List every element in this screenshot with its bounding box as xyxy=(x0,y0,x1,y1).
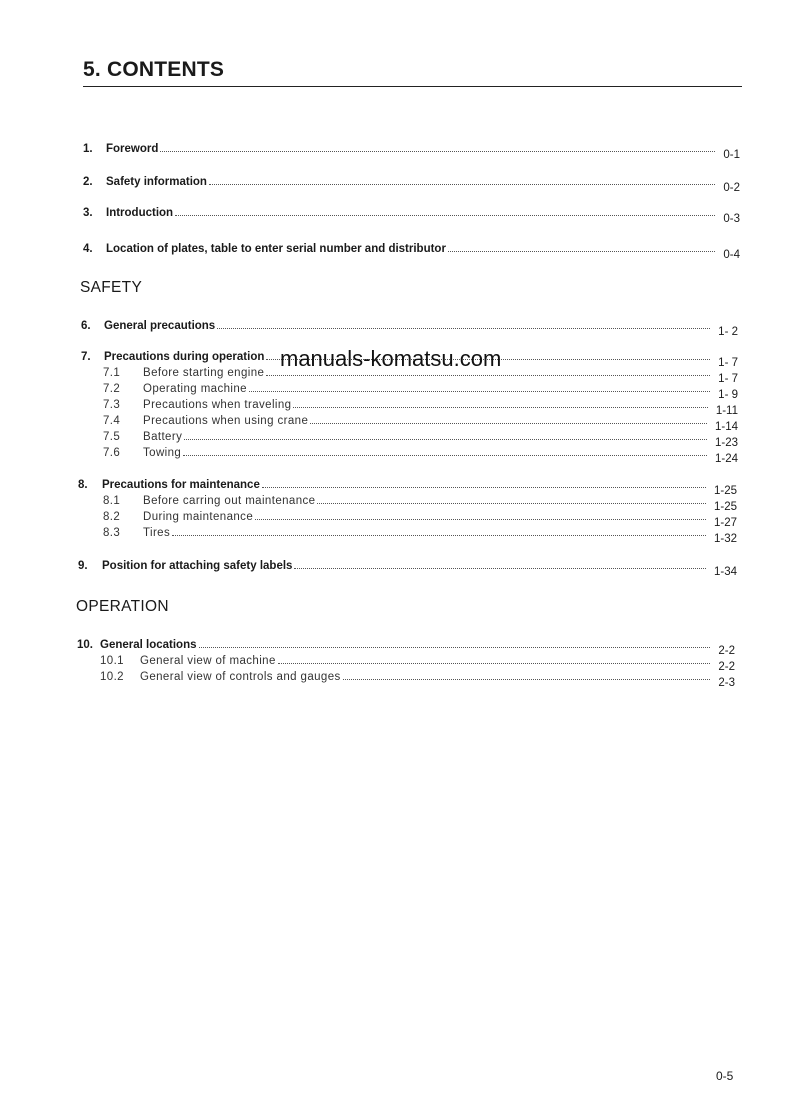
toc-entry-label: Foreword xyxy=(106,143,159,155)
dot-leader xyxy=(255,519,706,520)
toc-entry-label: Introduction xyxy=(106,207,174,219)
toc-entry-number: 6. xyxy=(81,320,91,332)
toc-entry xyxy=(103,443,738,465)
toc-entry-page: 1-32 xyxy=(713,533,737,545)
toc-entry-label: Before starting engine xyxy=(143,367,265,379)
toc-entry-label: Precautions when traveling xyxy=(143,399,292,411)
toc-entry-number: 7.2 xyxy=(103,383,121,395)
toc-entry-number: 7.1 xyxy=(103,367,121,379)
toc-entry xyxy=(77,635,735,657)
dot-leader xyxy=(183,455,707,456)
toc-entry-number: 7. xyxy=(81,351,91,363)
toc-entry-label: Safety information xyxy=(106,176,207,188)
toc-entry-number: 1. xyxy=(83,143,93,155)
toc-entry-number: 7.4 xyxy=(103,415,121,427)
dot-leader xyxy=(317,503,706,504)
toc-entry-number: 8.3 xyxy=(103,527,121,539)
toc-entry-page: 2-3 xyxy=(718,677,735,689)
dot-leader xyxy=(199,647,711,648)
toc-entry-page: 1-14 xyxy=(714,421,738,433)
toc-entry-page: 0-1 xyxy=(723,149,740,161)
toc-entry-page: 1-11 xyxy=(715,405,738,417)
toc-entry-label: Location of plates, table to enter serial number and distributor xyxy=(106,243,446,255)
toc-entry-label: Tires xyxy=(143,527,171,539)
section-heading-operation: OPERATION xyxy=(76,598,169,615)
toc-entry-label: Before carring out maintenance xyxy=(143,495,316,507)
toc-entry-label: General precautions xyxy=(104,320,216,332)
page-title: 5. CONTENTS xyxy=(83,58,225,81)
toc-entry-number: 9. xyxy=(78,560,88,572)
toc-entry-page: 1- 7 xyxy=(718,357,738,369)
toc-entry xyxy=(103,395,738,417)
dot-leader xyxy=(343,679,711,680)
toc-entry-number: 2. xyxy=(83,176,93,188)
toc-entry-label: Towing xyxy=(143,447,182,459)
dot-leader xyxy=(172,535,706,536)
toc-entry-number: 7.6 xyxy=(103,447,121,459)
toc-entry-page: 1-25 xyxy=(713,485,737,497)
toc-entry-number: 8.2 xyxy=(103,511,121,523)
toc-entry-page: 1-25 xyxy=(713,501,737,513)
toc-entry-label: Operating machine xyxy=(143,383,247,395)
page-number: 0-5 xyxy=(716,1069,734,1083)
dot-leader xyxy=(278,663,711,664)
toc-entry xyxy=(83,239,740,261)
toc-entry-number: 10. xyxy=(77,639,93,651)
toc-entry-page: 1-27 xyxy=(713,517,737,529)
dot-leader xyxy=(294,568,706,569)
toc-entry-number: 4. xyxy=(83,243,93,255)
toc-entry-page: 1-23 xyxy=(714,437,738,449)
toc-entry-label: During maintenance xyxy=(143,511,254,523)
toc-entry-label: General locations xyxy=(100,639,197,651)
toc-entry-page: 1-24 xyxy=(714,453,738,465)
dot-leader xyxy=(310,423,707,424)
dot-leader xyxy=(249,391,710,392)
toc-entry-page: 1-34 xyxy=(713,566,737,578)
watermark: manuals-komatsu.com xyxy=(280,346,502,371)
dot-leader xyxy=(175,215,715,216)
toc-entry-number: 7.3 xyxy=(103,399,121,411)
toc-entry-label: Battery xyxy=(143,431,183,443)
toc-entry-page: 1- 9 xyxy=(718,389,738,401)
toc-entry-number: 3. xyxy=(83,207,93,219)
toc-entry-page: 1- 7 xyxy=(718,373,738,385)
toc-entry xyxy=(103,379,738,401)
toc-entry-page: 0-2 xyxy=(723,182,740,194)
toc-entry-label: General view of machine xyxy=(140,655,276,667)
dot-leader xyxy=(209,184,715,185)
dot-leader xyxy=(448,251,715,252)
dot-leader xyxy=(217,328,710,329)
toc-entry xyxy=(103,491,737,513)
toc-entry-page: 0-4 xyxy=(723,249,740,261)
toc-entry-label: Precautions when using crane xyxy=(143,415,309,427)
toc-entry xyxy=(100,667,735,689)
toc-entry-page: 2-2 xyxy=(718,661,735,673)
toc-entry xyxy=(100,651,735,673)
toc-entry-page: 2-2 xyxy=(718,645,735,657)
toc-entry-number: 8. xyxy=(78,479,88,491)
toc-entry xyxy=(83,203,740,225)
toc-entry-page: 0-3 xyxy=(723,213,740,225)
toc-entry-number: 10.2 xyxy=(100,671,124,683)
toc-entry-label: General view of controls and gauges xyxy=(140,671,341,683)
toc-entry-label: Precautions for maintenance xyxy=(102,479,260,491)
toc-entry-number: 10.1 xyxy=(100,655,124,667)
toc-entry xyxy=(78,556,737,578)
dot-leader xyxy=(293,407,707,408)
toc-entry-page: 1- 2 xyxy=(718,326,738,338)
toc-entry-number: 8.1 xyxy=(103,495,121,507)
section-heading-safety: SAFETY xyxy=(80,279,143,296)
toc-entry xyxy=(103,427,738,449)
dot-leader xyxy=(184,439,707,440)
toc-entry xyxy=(103,507,737,529)
toc-entry xyxy=(78,475,737,497)
toc-entry xyxy=(81,316,738,338)
dot-leader xyxy=(160,151,715,152)
toc-entry-label: Precautions during operation xyxy=(104,351,265,363)
toc-entry xyxy=(83,172,740,194)
dot-leader xyxy=(262,487,706,488)
toc-entry xyxy=(103,523,737,545)
toc-entry xyxy=(103,411,738,433)
title-underline xyxy=(83,86,742,87)
dot-leader xyxy=(266,375,710,376)
toc-entry xyxy=(83,139,740,161)
toc-entry-number: 7.5 xyxy=(103,431,121,443)
toc-entry-label: Position for attaching safety labels xyxy=(102,560,293,572)
